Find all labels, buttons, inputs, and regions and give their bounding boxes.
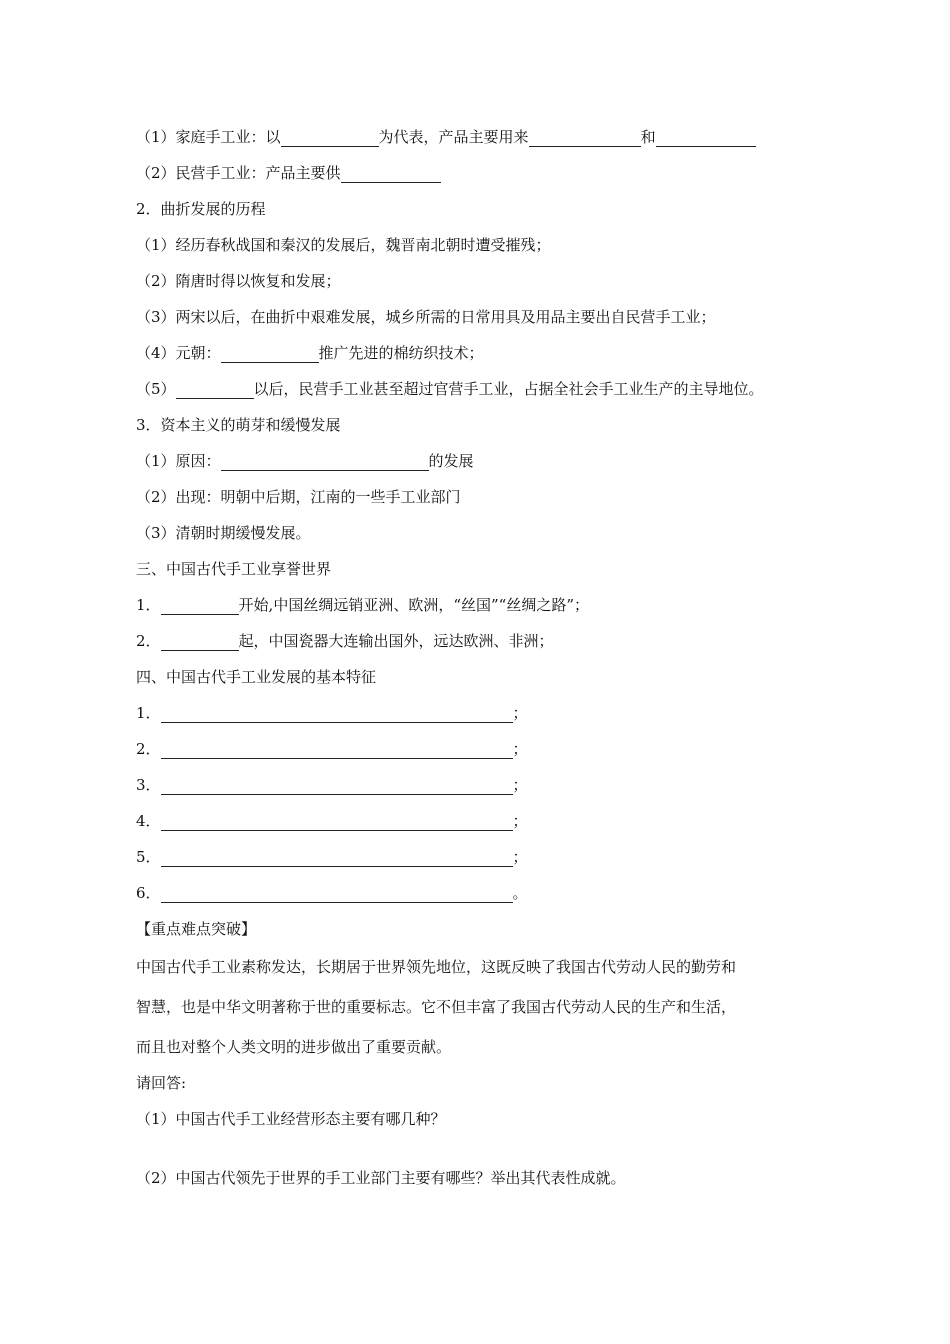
item-number: 3．	[136, 776, 161, 794]
household-handicraft-line	[136, 127, 756, 147]
fill-blank[interactable]	[221, 348, 319, 363]
paragraph-line: （3）两宋以后，在曲折中艰难发展，城乡所需的日常用具及用品主要出自民营手工业；	[136, 308, 716, 326]
text: （2）民营手工业：产品主要供	[136, 164, 341, 182]
item-end: ；	[512, 848, 528, 866]
item-number: 5．	[136, 848, 161, 866]
paragraph-line: （3）清朝时期缓慢发展。	[136, 524, 311, 542]
section-heading: 四、中国古代手工业发展的基本特征	[136, 668, 377, 686]
paragraph-line: 而且也对整个人类文明的进步做出了重要贡献。	[136, 1038, 452, 1056]
fill-blank[interactable]	[161, 816, 513, 831]
prompt-label: 请回答:	[136, 1074, 187, 1092]
text: （4）元朝：	[136, 344, 221, 362]
feature-line	[136, 775, 528, 795]
private-dominance-line	[136, 379, 764, 399]
section-heading: 【重点难点突破】	[136, 920, 257, 938]
item-end: ；	[512, 776, 528, 794]
fill-blank[interactable]	[281, 132, 379, 147]
paragraph-line: 中国古代手工业素称发达，长期居于世界领先地位，这既反映了我国古代劳动人民的勤劳和	[136, 958, 737, 976]
text: 2．	[136, 632, 161, 650]
fill-blank[interactable]	[161, 780, 513, 795]
item-number: 6．	[136, 884, 161, 902]
fill-blank[interactable]	[176, 384, 254, 399]
fill-blank[interactable]	[161, 888, 513, 903]
fill-blank[interactable]	[221, 456, 429, 471]
item-end: ；	[512, 812, 528, 830]
paragraph-line: （2）隋唐时得以恢复和发展；	[136, 272, 341, 290]
text: 开始,中国丝绸远销亚洲、欧洲，“丝国”“丝绸之路”；	[238, 596, 589, 614]
section-heading: 三、中国古代手工业享誉世界	[136, 560, 332, 578]
fill-blank[interactable]	[161, 744, 513, 759]
item-number: 4．	[136, 812, 161, 830]
fill-blank[interactable]	[161, 708, 513, 723]
feature-line	[136, 739, 528, 759]
yuan-dynasty-line	[136, 343, 484, 363]
fill-blank[interactable]	[656, 132, 756, 147]
feature-line	[136, 811, 528, 831]
text: 1．	[136, 596, 161, 614]
question-2: （2）中国古代领先于世界的手工业部门主要有哪些？举出其代表性成就。	[136, 1169, 626, 1187]
text: 为代表，产品主要用来	[378, 128, 529, 146]
fill-blank[interactable]	[161, 636, 239, 651]
text: （1）原因：	[136, 452, 221, 470]
item-end: ；	[512, 740, 528, 758]
paragraph-line: （1）经历春秋战国和秦汉的发展后，魏晋南北朝时遭受摧残；	[136, 236, 551, 254]
fill-blank[interactable]	[529, 132, 641, 147]
question-1: （1）中国古代手工业经营形态主要有哪几种？	[136, 1110, 446, 1128]
cause-line	[136, 451, 474, 471]
feature-line	[136, 883, 528, 903]
text: （1）家庭手工业：以	[136, 128, 281, 146]
fill-blank[interactable]	[341, 168, 441, 183]
paragraph-line: （2）出现：明朝中后期，江南的一些手工业部门	[136, 488, 461, 506]
paragraph-line: 智慧，也是中华文明著称于世的重要标志。它不但丰富了我国古代劳动人民的生产和生活，	[136, 998, 737, 1016]
item-end: ；	[512, 704, 528, 722]
porcelain-line	[136, 631, 554, 651]
silk-line	[136, 595, 589, 615]
section-heading: 3．资本主义的萌芽和缓慢发展	[136, 416, 341, 434]
text: 起，中国瓷器大连输出国外，远达欧洲、非洲；	[238, 632, 554, 650]
item-number: 1．	[136, 704, 161, 722]
item-number: 2．	[136, 740, 161, 758]
text: 推广先进的棉纺织技术；	[318, 344, 484, 362]
text: （5）	[136, 380, 176, 398]
private-handicraft-line	[136, 163, 441, 183]
feature-line	[136, 847, 528, 867]
fill-blank[interactable]	[161, 852, 513, 867]
text: 的发展	[428, 452, 474, 470]
section-heading: 2．曲折发展的历程	[136, 200, 266, 218]
item-end: 。	[512, 884, 528, 902]
fill-blank[interactable]	[161, 600, 239, 615]
text: 和	[640, 128, 656, 146]
text: 以后，民营手工业甚至超过官营手工业，占据全社会手工业生产的主导地位。	[253, 380, 764, 398]
feature-line	[136, 703, 528, 723]
